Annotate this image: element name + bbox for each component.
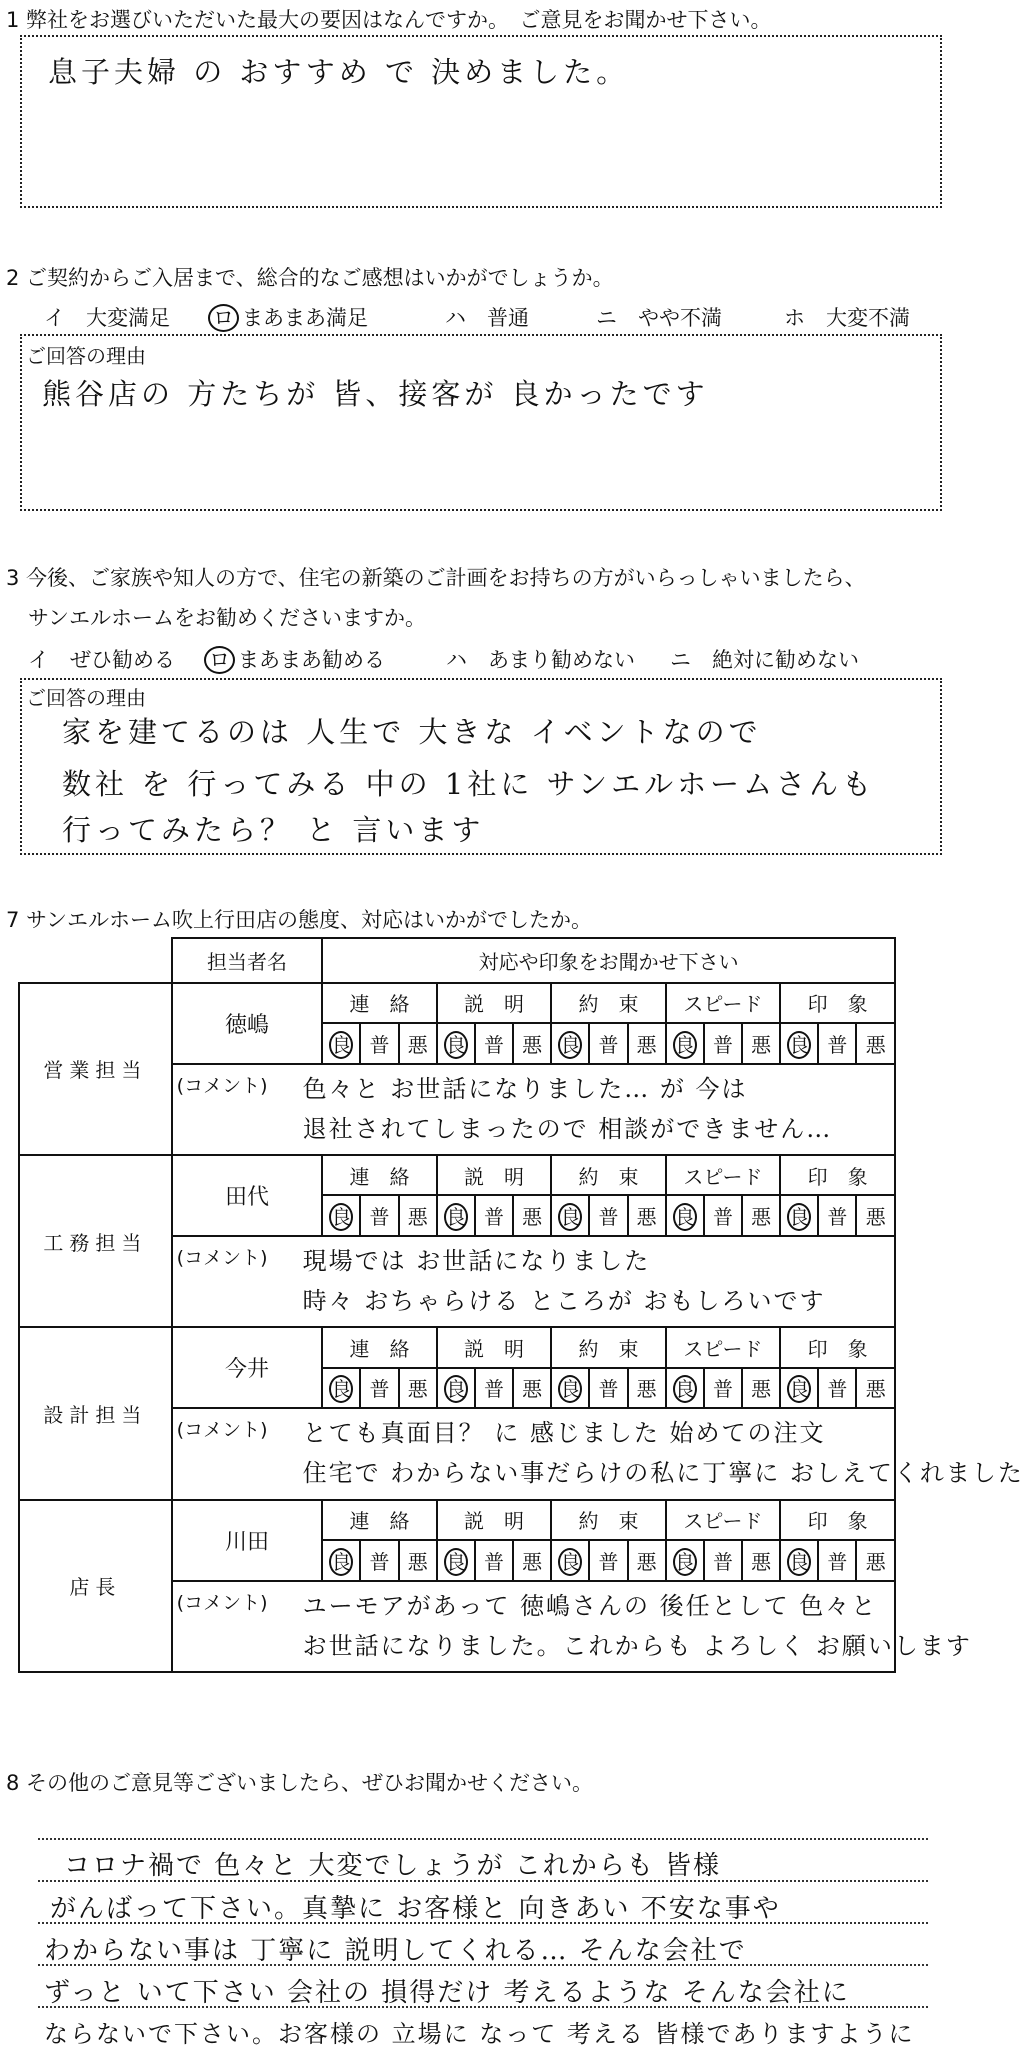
grade-label-circled: 良 bbox=[445, 1549, 466, 1574]
grade-label: 悪 bbox=[751, 1377, 772, 1402]
grade-cell bbox=[589, 1540, 627, 1580]
q7-question: 7 サンエルホーム吹上行田店の態度、対応はいかがでしたか。 bbox=[6, 908, 592, 932]
criterion-header: スピード bbox=[666, 1155, 780, 1195]
grade-cell bbox=[818, 1023, 856, 1063]
q2-question: 2 ご契約からご入居まで、総合的なご感想はいかがでしょうか。 bbox=[6, 266, 614, 290]
grade-label-circled: 良 bbox=[331, 1205, 352, 1230]
grade-cell bbox=[818, 1368, 856, 1408]
q8-line-5: ならないで下さい。お客様の 立場に なって 考える 皆様でありますように bbox=[44, 2020, 915, 2048]
grade-label: 悪 bbox=[407, 1549, 428, 1574]
grade-label: 普 bbox=[484, 1205, 504, 1230]
grade-label: 悪 bbox=[751, 1032, 772, 1057]
grade-label-circled: 良 bbox=[674, 1032, 695, 1057]
criterion-header: 説 明 bbox=[437, 1327, 551, 1367]
grade-cell bbox=[399, 1195, 437, 1235]
grade-label: 悪 bbox=[522, 1032, 543, 1057]
grade-label: 悪 bbox=[865, 1549, 886, 1574]
comment-line: ユーモアがあって 徳嶋さんの 後任として 色々と bbox=[302, 1591, 878, 1620]
grade-cell bbox=[399, 1368, 437, 1408]
grade-cell bbox=[666, 1540, 704, 1580]
grade-label: 悪 bbox=[751, 1549, 772, 1574]
grade-cell bbox=[704, 1368, 742, 1408]
row-category: 営業担当 bbox=[19, 983, 172, 1155]
grade-cell bbox=[704, 1023, 742, 1063]
grade-label-circled: 良 bbox=[560, 1549, 581, 1574]
row-staff-name: 田代 bbox=[172, 1155, 323, 1236]
grade-cell bbox=[551, 1540, 589, 1580]
q3-option-1-kana: イ bbox=[28, 648, 49, 672]
q3-reason-label: ご回答の理由 bbox=[26, 686, 146, 710]
grade-cell bbox=[322, 1195, 360, 1235]
criterion-header: 連 絡 bbox=[322, 1155, 436, 1195]
grade-cell bbox=[322, 1540, 360, 1580]
grade-label-circled: 良 bbox=[560, 1377, 581, 1402]
q3-option-1-label: ぜひ勧める bbox=[70, 648, 175, 672]
q2-reason-box bbox=[20, 334, 942, 511]
criterion-header: スピード bbox=[666, 1327, 780, 1367]
criterion-header: 連 絡 bbox=[322, 1500, 436, 1540]
q3-reason-line-1: 家を建てるのは 人生で 大きな イベントなので bbox=[62, 715, 762, 749]
grade-label-circled: 良 bbox=[560, 1032, 581, 1057]
grade-cell bbox=[360, 1195, 398, 1235]
grade-cell bbox=[856, 1540, 895, 1580]
grade-label: 悪 bbox=[636, 1377, 657, 1402]
q8-line-1: コロナ禍で 色々と 大変でしょうが これからも 皆様 bbox=[64, 1851, 722, 1881]
comment-label: (コメント) bbox=[176, 1246, 268, 1269]
grade-label-circled: 良 bbox=[789, 1549, 810, 1574]
grade-label-circled: 良 bbox=[789, 1032, 810, 1057]
q3-reason-line-3: 行ってみたら？ と 言います bbox=[62, 813, 485, 847]
criterion-header: 印 象 bbox=[780, 1327, 895, 1367]
comment-label: (コメント) bbox=[176, 1419, 268, 1442]
grade-label: 普 bbox=[598, 1549, 619, 1574]
grade-label: 普 bbox=[598, 1377, 619, 1402]
grade-label-circled: 良 bbox=[445, 1032, 466, 1057]
comment-cell bbox=[172, 1064, 895, 1155]
q3-option-4-label: 絶対に勧めない bbox=[712, 648, 859, 672]
grade-label: 悪 bbox=[407, 1205, 428, 1230]
q2-reason: 熊谷店の 方たちが 皆、接客が 良かったです bbox=[42, 377, 709, 411]
grade-cell bbox=[742, 1368, 780, 1408]
grade-cell bbox=[704, 1540, 742, 1580]
grade-cell bbox=[780, 1195, 818, 1235]
grade-label: 悪 bbox=[751, 1205, 772, 1230]
q3-question-line2: サンエルホームをお勧めくださいますか。 bbox=[28, 606, 426, 630]
q2-option-4-label: やや不満 bbox=[638, 306, 722, 330]
grade-cell bbox=[628, 1540, 666, 1580]
q2-option-1-kana: イ bbox=[44, 306, 65, 330]
comment-line: とても真面目？ に 感じました 始めての注文 bbox=[302, 1419, 826, 1448]
q8-line-4: ずっと いて下さい 会社の 損得だけ 考えるような そんな会社に bbox=[44, 1978, 850, 2008]
grade-cell bbox=[818, 1540, 856, 1580]
criterion-header: 約 束 bbox=[551, 1327, 665, 1367]
q3-option-3-kana: ハ bbox=[446, 648, 467, 672]
criterion-header: 印 象 bbox=[780, 1500, 895, 1540]
q3-reason-line-2: 数社 を 行ってみる 中の 1社に サンエルホームさんも bbox=[62, 767, 876, 801]
grade-cell bbox=[513, 1368, 551, 1408]
grade-label-circled: 良 bbox=[560, 1205, 581, 1230]
q2-option-5 bbox=[784, 302, 910, 332]
q3-question-line1: 3 今後、ご家族や知人の方で、住宅の新築のご計画をお持ちの方がいらっしゃいましたら、 bbox=[6, 566, 866, 590]
grade-label: 普 bbox=[369, 1549, 390, 1574]
header-eval: 対応や印象をお聞かせ下さい bbox=[322, 938, 895, 983]
grade-label: 悪 bbox=[636, 1549, 657, 1574]
grade-label: 普 bbox=[484, 1549, 504, 1574]
grade-cell bbox=[628, 1023, 666, 1063]
q2-option-5-kana: ホ bbox=[784, 306, 805, 330]
q2-option-4 bbox=[596, 302, 722, 332]
q2-option-5-label: 大変不満 bbox=[826, 306, 910, 330]
criterion-header: 約 束 bbox=[551, 983, 665, 1023]
grade-cell bbox=[666, 1368, 704, 1408]
grade-label: 悪 bbox=[522, 1549, 543, 1574]
comment-line: 色々と お世話になりました… が 今は bbox=[302, 1074, 748, 1103]
grade-cell bbox=[628, 1195, 666, 1235]
grade-cell bbox=[551, 1023, 589, 1063]
q3-option-4 bbox=[670, 644, 859, 674]
comment-label: (コメント) bbox=[176, 1591, 268, 1614]
grade-cell bbox=[475, 1195, 513, 1235]
grade-cell bbox=[399, 1540, 437, 1580]
grade-cell bbox=[818, 1195, 856, 1235]
grade-label: 悪 bbox=[407, 1377, 428, 1402]
grade-label: 普 bbox=[369, 1377, 390, 1402]
grade-cell bbox=[322, 1023, 360, 1063]
row-category: 設計担当 bbox=[19, 1327, 172, 1499]
grade-label-circled: 良 bbox=[331, 1377, 352, 1402]
criterion-header: 説 明 bbox=[437, 1500, 551, 1540]
grade-label: 普 bbox=[712, 1549, 733, 1574]
q2-reason-label: ご回答の理由 bbox=[26, 344, 146, 368]
q2-option-3 bbox=[445, 302, 529, 332]
criterion-header: 印 象 bbox=[780, 1155, 895, 1195]
grade-label-circled: 良 bbox=[331, 1032, 352, 1057]
grade-label: 普 bbox=[484, 1032, 504, 1057]
comment-label: (コメント) bbox=[176, 1074, 268, 1097]
grade-cell bbox=[551, 1368, 589, 1408]
criterion-header: 説 明 bbox=[437, 983, 551, 1023]
grade-label: 普 bbox=[827, 1205, 848, 1230]
grade-cell bbox=[628, 1368, 666, 1408]
grade-label: 悪 bbox=[865, 1205, 886, 1230]
grade-label: 普 bbox=[712, 1377, 733, 1402]
q3-option-2-label: まあまあ勧める bbox=[238, 648, 385, 672]
comment-line: 住宅で わからない事だらけの私に丁寧に おしえてくれました bbox=[302, 1459, 1024, 1488]
grade-cell bbox=[322, 1368, 360, 1408]
grade-cell bbox=[589, 1368, 627, 1408]
q8-line-2: がんばって下さい。真摯に お客様と 向きあい 不安な事や bbox=[50, 1894, 781, 1924]
criterion-header: 約 束 bbox=[551, 1500, 665, 1540]
row-staff-name: 徳嶋 bbox=[172, 983, 323, 1064]
grade-label: 普 bbox=[598, 1205, 619, 1230]
grade-cell bbox=[856, 1023, 895, 1063]
q3-option-2-kana-circled: ロ bbox=[204, 646, 235, 674]
grade-label: 普 bbox=[598, 1032, 619, 1057]
header-staff: 担当者名 bbox=[172, 938, 323, 983]
grade-cell bbox=[437, 1540, 475, 1580]
grade-cell bbox=[475, 1023, 513, 1063]
grade-cell bbox=[437, 1368, 475, 1408]
grade-cell bbox=[742, 1195, 780, 1235]
grade-cell bbox=[437, 1023, 475, 1063]
row-category: 工務担当 bbox=[19, 1155, 172, 1327]
q1-answer: 息子夫婦 の おすすめ で 決めました。 bbox=[48, 55, 630, 89]
criterion-header: 説 明 bbox=[437, 1155, 551, 1195]
grade-label: 悪 bbox=[522, 1377, 543, 1402]
grade-cell bbox=[856, 1368, 895, 1408]
q3-option-3 bbox=[446, 644, 635, 674]
q2-option-1-label: 大変満足 bbox=[86, 306, 170, 330]
grade-label: 悪 bbox=[522, 1205, 543, 1230]
criterion-header: 連 絡 bbox=[322, 983, 436, 1023]
comment-line: お世話になりました。これからも よろしく お願いします bbox=[302, 1631, 972, 1660]
grade-label: 普 bbox=[712, 1205, 733, 1230]
grade-cell bbox=[437, 1195, 475, 1235]
grade-cell bbox=[589, 1195, 627, 1235]
row-staff-name: 川田 bbox=[172, 1500, 323, 1581]
grade-label: 普 bbox=[369, 1205, 390, 1230]
q8-question: 8 その他のご意見等ございましたら、ぜひお聞かせください。 bbox=[6, 1771, 594, 1795]
grade-label: 悪 bbox=[865, 1377, 886, 1402]
grade-cell bbox=[513, 1023, 551, 1063]
grade-label-circled: 良 bbox=[331, 1549, 352, 1574]
comment-line: 現場では お世話になりました bbox=[302, 1246, 651, 1275]
grade-cell bbox=[780, 1368, 818, 1408]
comment-line: 退社されてしまったので 相談ができません… bbox=[302, 1114, 833, 1143]
q3-option-1 bbox=[28, 644, 175, 674]
q8-line-rule-1 bbox=[38, 1838, 928, 1840]
q2-option-4-kana: ニ bbox=[596, 306, 617, 330]
grade-cell bbox=[666, 1023, 704, 1063]
grade-label: 普 bbox=[827, 1032, 848, 1057]
comment-cell bbox=[172, 1581, 972, 1673]
grade-cell bbox=[589, 1023, 627, 1063]
criterion-header: スピード bbox=[666, 1500, 780, 1540]
q1-question: 1 弊社をお選びいただいた最大の要因はなんですか。 ご意見をお聞かせ下さい。 bbox=[6, 8, 772, 32]
grade-label: 悪 bbox=[636, 1205, 657, 1230]
grade-cell bbox=[513, 1195, 551, 1235]
grade-cell bbox=[399, 1023, 437, 1063]
comment-line: 時々 おちゃらける ところが おもしろいです bbox=[302, 1286, 826, 1315]
criterion-header: スピード bbox=[666, 983, 780, 1023]
q3-option-2 bbox=[204, 644, 385, 674]
table-corner bbox=[19, 938, 172, 983]
q2-option-3-kana: ハ bbox=[445, 306, 466, 330]
grade-label: 悪 bbox=[865, 1032, 886, 1057]
q3-option-4-kana: ニ bbox=[670, 648, 691, 672]
q2-option-2-label: まあまあ満足 bbox=[242, 306, 368, 330]
row-staff-name: 今井 bbox=[172, 1327, 323, 1408]
grade-label-circled: 良 bbox=[674, 1205, 695, 1230]
comment-cell bbox=[172, 1408, 1024, 1499]
grade-label: 普 bbox=[369, 1032, 390, 1057]
grade-cell bbox=[475, 1540, 513, 1580]
grade-label: 悪 bbox=[636, 1032, 657, 1057]
grade-cell bbox=[666, 1195, 704, 1235]
grade-cell bbox=[551, 1195, 589, 1235]
grade-cell bbox=[475, 1368, 513, 1408]
grade-label: 普 bbox=[827, 1377, 848, 1402]
q3-option-3-label: あまり勧めない bbox=[488, 648, 635, 672]
q2-option-1 bbox=[44, 302, 170, 332]
grade-cell bbox=[513, 1540, 551, 1580]
grade-label-circled: 良 bbox=[789, 1205, 810, 1230]
grade-cell bbox=[780, 1023, 818, 1063]
criterion-header: 印 象 bbox=[780, 983, 895, 1023]
grade-cell bbox=[360, 1540, 398, 1580]
grade-label-circled: 良 bbox=[789, 1377, 810, 1402]
grade-cell bbox=[360, 1368, 398, 1408]
q2-option-2-kana-circled: ロ bbox=[208, 304, 239, 332]
grade-cell bbox=[780, 1540, 818, 1580]
grade-cell bbox=[742, 1023, 780, 1063]
criterion-header: 約 束 bbox=[551, 1155, 665, 1195]
q2-option-2 bbox=[208, 302, 368, 332]
evaluation-table bbox=[18, 937, 1024, 1673]
q8-line-3: わからない事は 丁寧に 説明してくれる… そんな会社で bbox=[44, 1936, 747, 1966]
grade-label: 普 bbox=[484, 1377, 504, 1402]
comment-cell bbox=[172, 1236, 895, 1327]
grade-cell bbox=[360, 1023, 398, 1063]
grade-label-circled: 良 bbox=[674, 1549, 695, 1574]
grade-label: 普 bbox=[712, 1032, 733, 1057]
grade-label-circled: 良 bbox=[674, 1377, 695, 1402]
grade-cell bbox=[742, 1540, 780, 1580]
grade-label: 普 bbox=[827, 1549, 848, 1574]
grade-label-circled: 良 bbox=[445, 1377, 466, 1402]
grade-label: 悪 bbox=[407, 1032, 428, 1057]
grade-cell bbox=[704, 1195, 742, 1235]
criterion-header: 連 絡 bbox=[322, 1327, 436, 1367]
grade-label-circled: 良 bbox=[445, 1205, 466, 1230]
grade-cell bbox=[856, 1195, 895, 1235]
q2-option-3-label: 普通 bbox=[487, 306, 529, 330]
row-category: 店長 bbox=[19, 1500, 172, 1672]
